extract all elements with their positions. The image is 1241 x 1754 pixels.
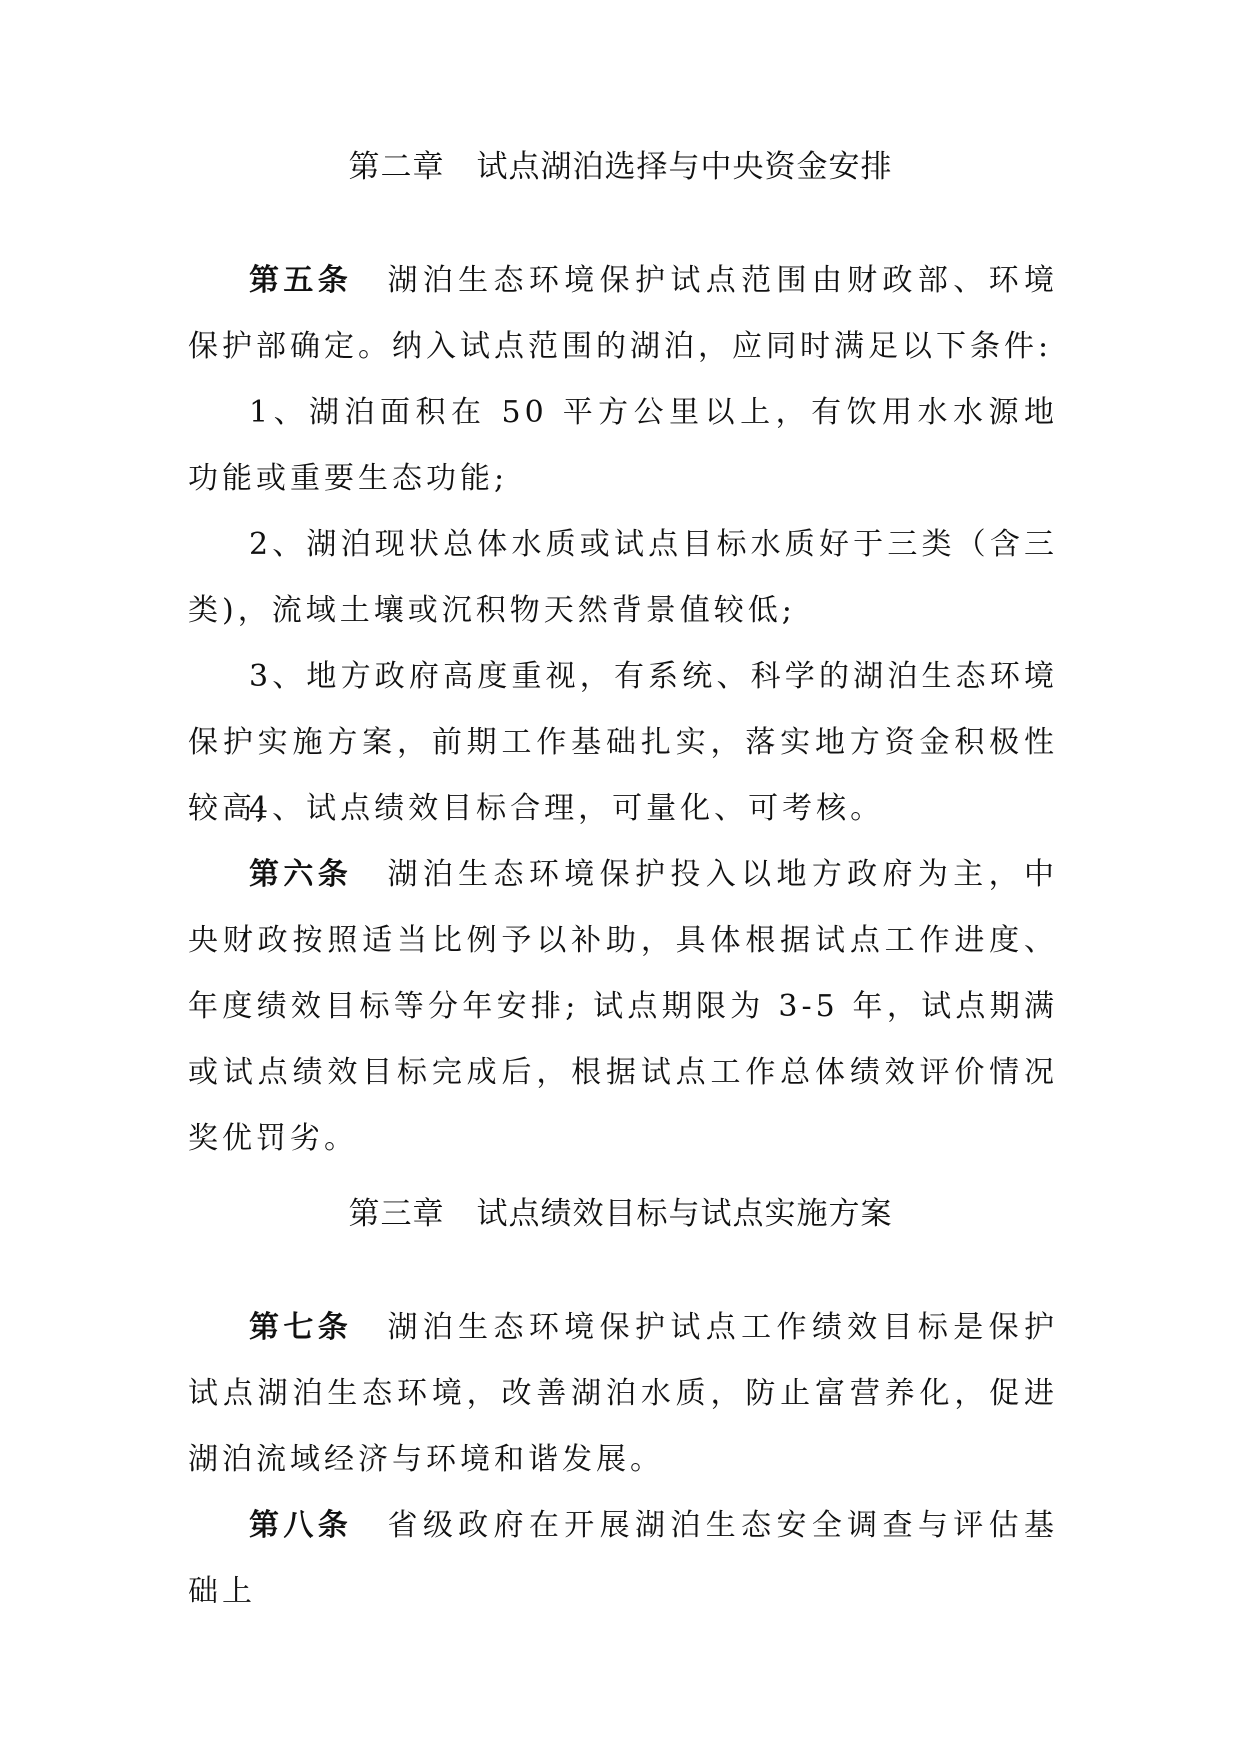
chapter-2-heading: 第二章 试点湖泊选择与中央资金安排 <box>348 149 893 185</box>
article-8 <box>188 1493 1058 1625</box>
article-8-text: 省级政府在开展湖泊生态安全调查与评估基础上 <box>188 1508 1059 1609</box>
condition-item-1: 1、湖泊面积在 50 平方公里以上，有饮用水水源地功能或重要生态功能; <box>188 395 1058 496</box>
chapter-3-heading: 第三章 试点绩效目标与试点实施方案 <box>348 1196 893 1232</box>
article-7-label: 第七条 <box>249 1310 353 1345</box>
article-5 <box>188 248 1058 380</box>
article-6 <box>188 842 1058 1172</box>
article-7-text: 湖泊生态环境保护试点工作绩效目标是保护试点湖泊生态环境，改善湖泊水质，防止富营养化，促进湖泊流域经济与环境和谐发展。 <box>188 1310 1059 1477</box>
article-6-label: 第六条 <box>249 857 353 892</box>
article-8-label: 第八条 <box>249 1508 353 1543</box>
article-7 <box>188 1295 1058 1493</box>
condition-item-3: 3、地方政府高度重视，有系统、科学的湖泊生态环境保护实施方案，前期工作基础扎实，落实地方资金积极性较高; <box>188 659 1058 826</box>
article-5-text: 湖泊生态环境保护试点范围由财政部、环境保护部确定。纳入试点范围的湖泊，应同时满足以下条件: <box>188 263 1059 364</box>
article-5-label: 第五条 <box>249 263 353 298</box>
condition-item-4: 4、试点绩效目标合理，可量化、可考核。 <box>249 791 885 826</box>
condition-item-2: 2、湖泊现状总体水质或试点目标水质好于三类（含三类)，流域土壤或沉积物天然背景值较低; <box>188 527 1058 628</box>
article-6-text: 湖泊生态环境保护投入以地方政府为主，中央财政按照适当比例予以补助，具体根据试点工作进度、年度绩效目标等分年安排; 试点期限为 3-5 年，试点期满或试点绩效目标完成后，根据试点工作总体绩效评价情况奖优罚劣。 <box>188 857 1059 1156</box>
